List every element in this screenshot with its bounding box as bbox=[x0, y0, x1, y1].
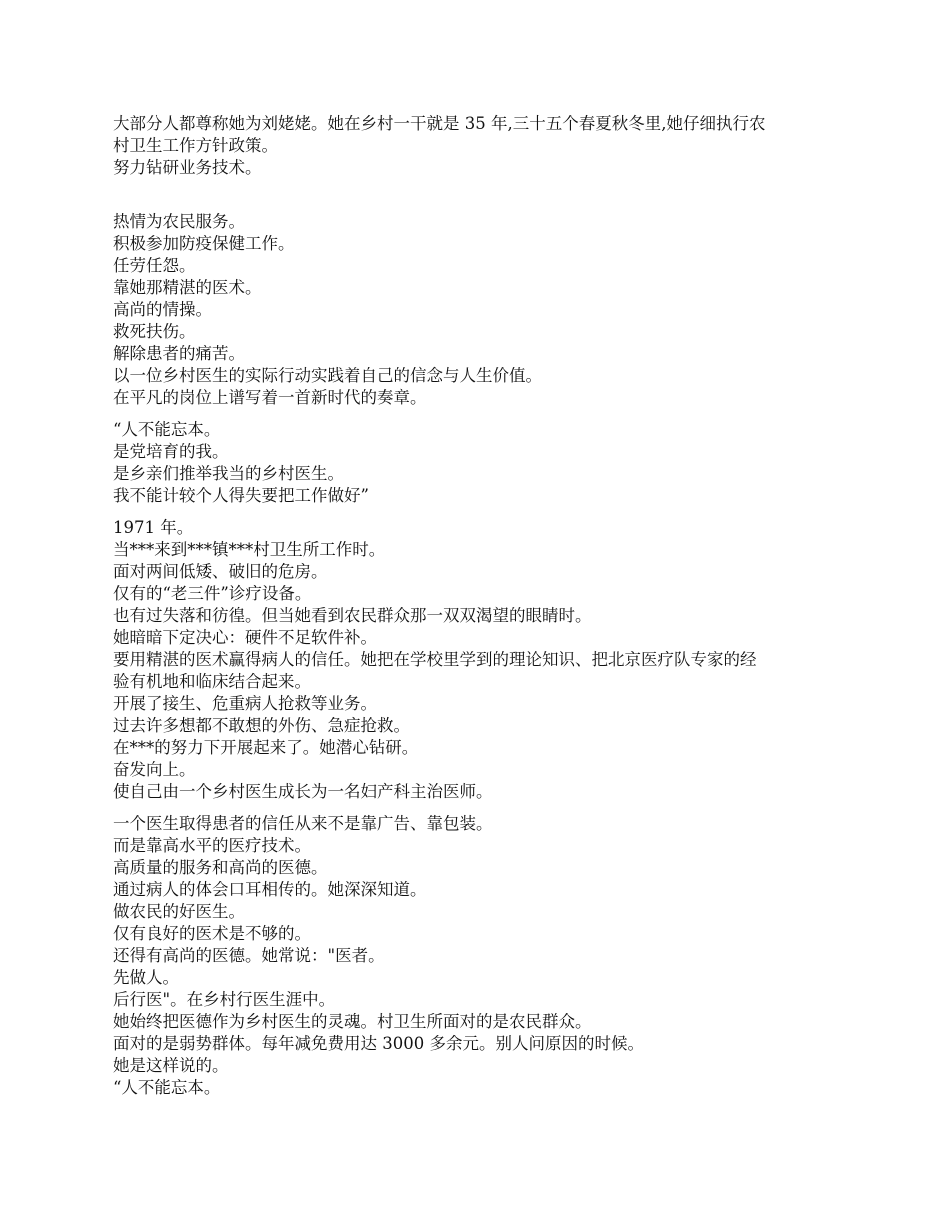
text-line: 一个医生取得患者的信任从来不是靠广告、靠包装。 bbox=[113, 814, 493, 833]
text-line: 当***来到***镇***村卫生所工作时。 bbox=[113, 540, 386, 559]
text-line: 通过病人的体会口耳相传的。她深深知道。 bbox=[113, 880, 427, 899]
text-line: 在平凡的岗位上谱写着一首新时代的奏章。 bbox=[113, 388, 427, 407]
text-line: 后行医"。在乡村行医生涯中。 bbox=[113, 990, 336, 1009]
text-line: 使自己由一个乡村医生成长为一名妇产科主治医师。 bbox=[113, 782, 493, 801]
paragraph-5 bbox=[113, 813, 841, 1099]
paragraph-gap bbox=[113, 179, 841, 211]
text-line: 是党培育的我。 bbox=[113, 442, 229, 461]
text-line: 解除患者的痛苦。 bbox=[113, 344, 245, 363]
text-line: 靠她那精湛的医术。 bbox=[113, 278, 262, 297]
text-line: 救死扶伤。 bbox=[113, 322, 196, 341]
text-line: 要用精湛的医术赢得病人的信任。她把在学校里学到的理论知识、把北京医疗队专家的经 bbox=[113, 650, 757, 669]
text-line: 1971 年。 bbox=[113, 518, 194, 537]
text-line: “人不能忘本。 bbox=[113, 420, 221, 439]
text-line: 她暗暗下定决心：硬件不足软件补。 bbox=[113, 628, 377, 647]
text-line: 是乡亲们推举我当的乡村医生。 bbox=[113, 464, 344, 483]
paragraph-4 bbox=[113, 517, 841, 803]
text-line: 面对两间低矮、破旧的危房。 bbox=[113, 562, 328, 581]
text-line: 仅有良好的医术是不够的。 bbox=[113, 924, 311, 943]
text-line: 任劳任怨。 bbox=[113, 256, 196, 275]
text-line: 过去许多想都不敢想的外伤、急症抢救。 bbox=[113, 716, 410, 735]
text-line: 以一位乡村医生的实际行动实践着自己的信念与人生价值。 bbox=[113, 366, 542, 385]
paragraph-2 bbox=[113, 211, 841, 409]
text-line: 积极参加防疫保健工作。 bbox=[113, 234, 295, 253]
paragraph-gap bbox=[113, 507, 841, 517]
paragraph-3 bbox=[113, 419, 841, 507]
text-line: 开展了接生、危重病人抢救等业务。 bbox=[113, 694, 377, 713]
document-body bbox=[113, 113, 841, 1099]
text-line: 高质量的服务和高尚的医德。 bbox=[113, 858, 328, 877]
text-line: 面对的是弱势群体。每年减免费用达 3000 多余元。别人问原因的时候。 bbox=[113, 1034, 644, 1053]
text-line: 做农民的好医生。 bbox=[113, 902, 245, 921]
text-line: 而是靠高水平的医疗技术。 bbox=[113, 836, 311, 855]
paragraph-gap bbox=[113, 409, 841, 419]
paragraph-1 bbox=[113, 113, 841, 179]
text-line: 热情为农民服务。 bbox=[113, 212, 245, 231]
text-line: 村卫生工作方针政策。 bbox=[113, 136, 278, 155]
text-line: 努力钻研业务技术。 bbox=[113, 158, 262, 177]
text-line: 还得有高尚的医德。她常说："医者。 bbox=[113, 946, 385, 965]
text-line: 也有过失落和彷徨。但当她看到农民群众那一双双渴望的眼睛时。 bbox=[113, 606, 592, 625]
text-line: 仅有的“老三件”诊疗设备。 bbox=[113, 584, 312, 603]
text-line: “人不能忘本。 bbox=[113, 1078, 221, 1097]
text-line: 我不能计较个人得失要把工作做好” bbox=[113, 486, 369, 505]
text-line: 在***的努力下开展起来了。她潜心钻研。 bbox=[113, 738, 419, 757]
text-line: 验有机地和临床结合起来。 bbox=[113, 672, 311, 691]
text-line: 奋发向上。 bbox=[113, 760, 196, 779]
paragraph-gap bbox=[113, 803, 841, 813]
text-line: 高尚的情操。 bbox=[113, 300, 212, 319]
text-line: 先做人。 bbox=[113, 968, 179, 987]
text-line: 她是这样说的。 bbox=[113, 1056, 229, 1075]
text-line: 她始终把医德作为乡村医生的灵魂。村卫生所面对的是农民群众。 bbox=[113, 1012, 592, 1031]
text-line: 大部分人都尊称她为刘姥姥。她在乡村一干就是 35 年,三十五个春夏秋冬里,她仔细执行农 bbox=[113, 114, 766, 133]
